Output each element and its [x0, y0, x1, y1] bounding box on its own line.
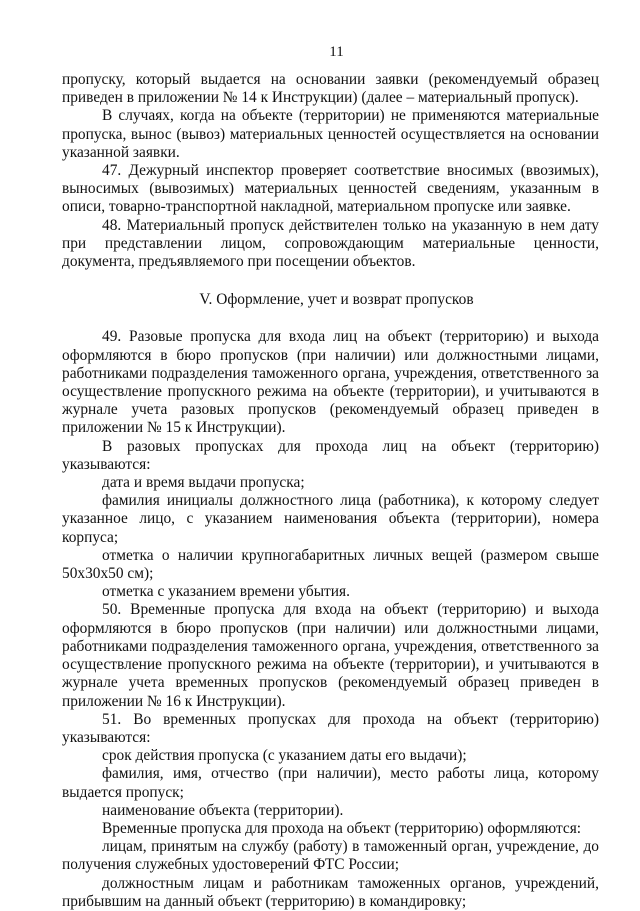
- paragraph: лицам, принятым на службу (работу) в таможенный орган, учреждение, до получения служебных удостоверений ФТС России;: [62, 838, 599, 874]
- paragraph: пропуску, который выдается на основании заявки (рекомендуемый образец приведен в приложении № 14 к Инструкции) (далее – материальный пропуск).: [62, 71, 599, 107]
- paragraph: дата и время выдачи пропуска;: [102, 474, 305, 492]
- text-block-after: [62, 328, 599, 911]
- paragraph: В разовых пропусках для прохода лиц на объект (территорию) указываются:: [62, 437, 599, 473]
- paragraph: срок действия пропуска (с указанием даты его выдачи);: [102, 747, 467, 765]
- paragraph: 50. Временные пропуска для входа на объект (территорию) и выхода оформляются в бюро пропусков (при наличии) или должностными лицами, работниками подразделения таможенного органа, учреждения, ответственного за осуществление пропускного режима на объекте (территории), и учитываются в журнале учета временных пропусков (рекомендуемый образец приведен в приложении № 16 к Инструкции).: [62, 601, 599, 710]
- paragraph: фамилия, имя, отчество (при наличии), место работы лица, которому выдается пропуск;: [62, 765, 599, 801]
- paragraph: отметка о наличии крупногабаритных личных вещей (размером свыше 50x30x50 см);: [62, 546, 599, 583]
- paragraph: 51. Во временных пропусках для прохода на объект (территорию) указываются:: [62, 710, 599, 746]
- paragraph: 47. Дежурный инспектор проверяет соответствие вносимых (ввозимых), выносимых (вывозимых) материальных ценностей сведениям, указанным в описи, товарно-транспортной накладной, материальном пропуске или заявке.: [62, 162, 599, 216]
- paragraph: отметка с указанием времени убытия.: [102, 583, 350, 601]
- paragraph: В случаях, когда на объекте (территории) не применяются материальные пропуска, вынос (вывоз) материальных ценностей осуществляется на основании указанной заявки.: [62, 107, 599, 161]
- paragraph: фамилия инициалы должностного лица (работника), к которому следует указанное лицо, с указанием наименования объекта (территории), номера корпуса;: [62, 492, 599, 546]
- paragraph: наименование объекта (территории).: [102, 801, 344, 819]
- paragraph: 48. Материальный пропуск действителен только на указанную в нем дату при представлении лицом, сопровождающим материальные ценности, документа, предъявляемого при посещении объектов.: [62, 216, 599, 271]
- paragraph: 49. Разовые пропуска для входа лиц на объект (территорию) и выхода оформляются в бюро пропусков (при наличии) или должностными лицами, работниками подразделения таможенного органа, учреждения, ответственного за осуществление пропускного режима на объекте (территории), и учитываются в журнале учета разовых пропусков (рекомендуемый образец приведен в приложении № 15 к Инструкции).: [62, 328, 599, 437]
- text-block-before: [62, 71, 599, 271]
- paragraph: Временные пропуска для прохода на объект (территорию) оформляются:: [102, 819, 582, 837]
- paragraph: должностным лицам и работникам таможенных органов, учреждений, прибывшим на данный объект (территорию) в командировку;: [62, 874, 599, 910]
- page-number: 11: [329, 44, 344, 60]
- section-title: V. Оформление, учет и возврат пропусков: [199, 291, 474, 309]
